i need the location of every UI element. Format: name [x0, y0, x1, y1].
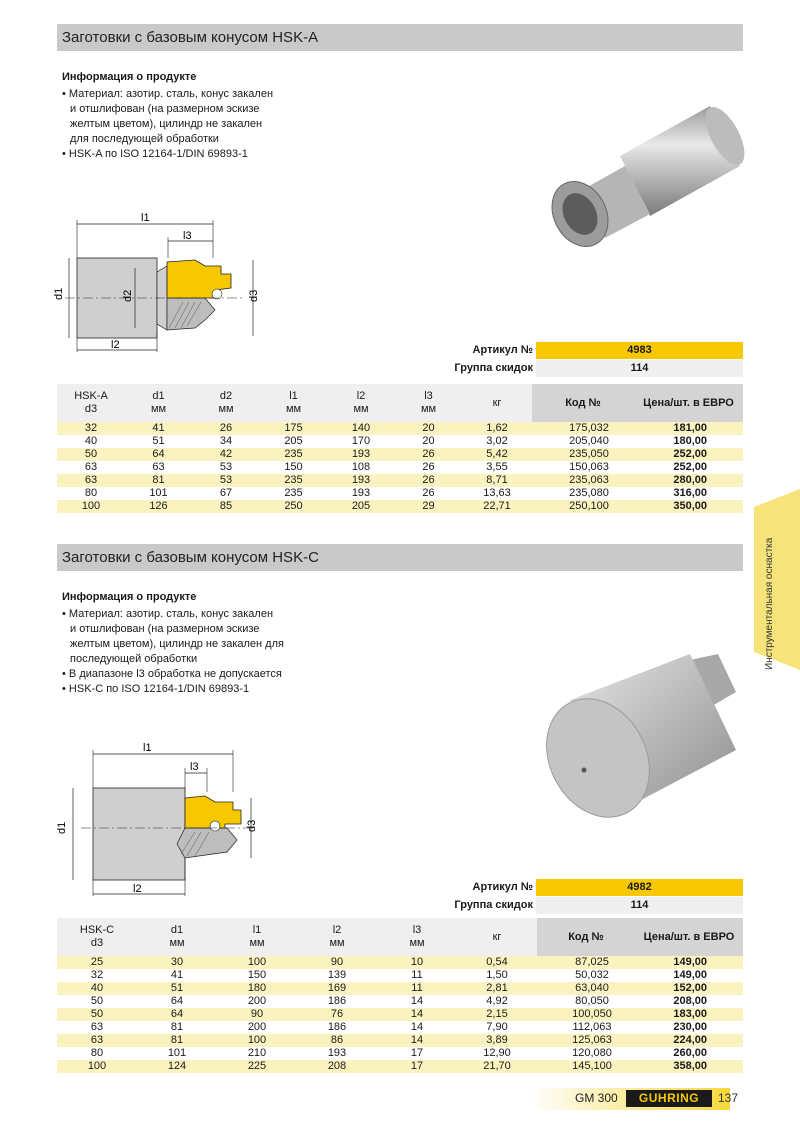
- table-cell: 64: [137, 1008, 217, 1021]
- info-line: • Материал: азотир. сталь, конус закален: [62, 88, 274, 100]
- table-cell: 125,063: [537, 1034, 635, 1047]
- product-photo-hsk-a: [540, 96, 750, 266]
- table-row: [57, 1034, 743, 1047]
- col-header: HSK-A d3: [57, 384, 125, 422]
- table-cell: 50: [57, 1008, 137, 1021]
- table-cell: 40: [84, 435, 98, 447]
- table-cell: 149,00: [673, 969, 707, 981]
- table-cell: 25: [57, 956, 137, 969]
- table-row: [57, 422, 743, 435]
- label-l1: l1: [141, 212, 150, 224]
- table-cell: 101: [149, 487, 168, 499]
- table-cell: 152,00: [635, 982, 743, 995]
- discount-row-hsk-c: [57, 897, 743, 914]
- info-line: • HSK-A по ISO 12164-1/DIN 69893-1: [62, 148, 248, 160]
- table-cell: 30: [137, 956, 217, 969]
- table-cell: 101: [167, 1047, 187, 1059]
- table-cell: 200: [247, 1021, 267, 1033]
- table-cell: 14: [410, 995, 424, 1007]
- info-line: • Материал: азотир. сталь, конус закален: [62, 608, 274, 620]
- table-row: [57, 995, 743, 1008]
- table-cell: 29: [395, 500, 462, 513]
- table-cell: 34: [219, 435, 233, 447]
- table-cell: 63: [90, 1021, 104, 1033]
- table-cell: 205: [284, 435, 303, 447]
- table-cell: 100: [217, 1034, 297, 1047]
- label-d3: d3: [248, 289, 260, 302]
- table-cell: 200: [247, 995, 267, 1007]
- table-cell: 3,89: [457, 1034, 537, 1047]
- technical-drawing-hsk-a: [55, 210, 285, 360]
- table-cell: 1,50: [486, 969, 508, 981]
- col-header: l2 мм: [297, 918, 377, 956]
- table-cell: 13,63: [483, 487, 511, 499]
- table-row: [57, 448, 743, 461]
- table-cell: 350,00: [634, 500, 743, 513]
- table-cell: 81: [137, 1034, 217, 1047]
- side-tab-shape: [754, 489, 800, 670]
- table-cell: 50: [90, 995, 104, 1007]
- table-cell: 14: [410, 1021, 424, 1033]
- discount-number: 114: [536, 360, 743, 377]
- table-cell: 108: [351, 461, 371, 473]
- table-cell: 17: [377, 1060, 457, 1073]
- table-cell: 250,100: [532, 500, 634, 513]
- col-header: l3 мм: [377, 918, 457, 956]
- col-header: d1 мм: [125, 384, 192, 422]
- table-cell: 230,00: [673, 1021, 707, 1033]
- table-cell: 124: [137, 1060, 217, 1073]
- table-cell: 8,71: [462, 474, 532, 487]
- table-cell: 11: [411, 969, 423, 981]
- table-cell: 17: [410, 1047, 424, 1059]
- col-header: кг: [462, 384, 532, 422]
- table-cell: 3,02: [486, 435, 508, 447]
- table-cell: 120,080: [572, 1047, 612, 1059]
- table-cell: 26: [395, 474, 462, 487]
- col-header: l1 мм: [260, 384, 327, 422]
- table-cell: 235,080: [569, 487, 609, 499]
- table-cell: 80: [84, 487, 98, 499]
- info-line: и отшлифован (на размерном эскизе: [70, 623, 260, 635]
- label-l1: l1: [143, 742, 152, 754]
- table-cell: 235: [284, 487, 303, 499]
- table-row: [57, 461, 743, 474]
- article-label: Артикул №: [472, 881, 533, 893]
- table-cell: 4,92: [486, 995, 508, 1007]
- table-cell: 51: [137, 982, 217, 995]
- table-cell: 63: [152, 461, 165, 473]
- table-cell: 26: [395, 448, 462, 461]
- col-header: Цена/шт. в ЕВРО: [634, 384, 743, 422]
- table-cell: 64: [125, 448, 192, 461]
- table-cell: 186: [327, 995, 347, 1007]
- label-d2: d2: [122, 289, 134, 302]
- col-header: Цена/шт. в ЕВРО: [635, 918, 743, 956]
- table-cell: 20: [422, 435, 435, 447]
- info-line: желтым цветом), цилиндр не закален для: [70, 638, 284, 650]
- article-row-hsk-c: [57, 879, 743, 896]
- table-cell: 22,71: [462, 500, 532, 513]
- table-cell: 150: [247, 969, 267, 981]
- table-cell: 150,063: [569, 461, 609, 473]
- table-cell: 63,040: [537, 982, 635, 995]
- table-cell: 63: [57, 1034, 137, 1047]
- label-l3: l3: [183, 230, 192, 242]
- info-heading: Информация о продукте: [62, 71, 197, 83]
- table-cell: 358,00: [635, 1060, 743, 1073]
- table-cell: 67: [219, 487, 233, 499]
- col-header: кг: [457, 918, 537, 956]
- col-header: HSK-C d3: [57, 918, 137, 956]
- table-cell: 10: [377, 956, 457, 969]
- col-header: d2 мм: [192, 384, 260, 422]
- table-cell: 193: [351, 487, 371, 499]
- table-cell: 50: [57, 448, 125, 461]
- table-cell: 100: [217, 956, 297, 969]
- table-row: [57, 487, 743, 500]
- table-row: [57, 1008, 743, 1021]
- table-cell: 90: [297, 956, 377, 969]
- col-header: l1 мм: [217, 918, 297, 956]
- table-cell: 32: [57, 422, 125, 435]
- table-cell: 87,025: [537, 956, 635, 969]
- table-cell: 63: [57, 474, 125, 487]
- info-line: • HSK-C по ISO 12164-1/DIN 69893-1: [62, 683, 250, 695]
- label-d3: d3: [246, 819, 258, 832]
- guhring-logo: GUHRING: [626, 1090, 712, 1107]
- info-line: желтым цветом), цилиндр не закален: [70, 118, 263, 130]
- table-cell: 63: [84, 461, 98, 473]
- table-cell: 86: [297, 1034, 377, 1047]
- table-cell: 260,00: [673, 1047, 707, 1059]
- discount-number: 114: [536, 897, 743, 914]
- article-label: Артикул №: [472, 344, 533, 356]
- table-cell: 280,00: [634, 474, 743, 487]
- product-info-hsk-c: [62, 590, 284, 697]
- info-heading: Информация о продукте: [62, 591, 197, 603]
- table-cell: 252,00: [634, 448, 743, 461]
- table-cell: 80: [90, 1047, 104, 1059]
- table-cell: 32: [90, 969, 104, 981]
- table-cell: 180,00: [673, 435, 707, 447]
- table-cell: 250: [260, 500, 327, 513]
- page-number: 137: [718, 1091, 739, 1105]
- table-cell: 183,00: [635, 1008, 743, 1021]
- table-cell: 175: [260, 422, 327, 435]
- col-header: d1 мм: [137, 918, 217, 956]
- info-line: последующей обработки: [70, 653, 198, 665]
- table-cell: 81: [170, 1021, 184, 1033]
- table-cell: 41: [170, 969, 184, 981]
- table-cell: 26: [422, 487, 435, 499]
- col-header: Код №: [537, 918, 635, 956]
- table-cell: 193: [327, 448, 395, 461]
- table-cell: 252,00: [673, 461, 707, 473]
- table-cell: 64: [170, 995, 184, 1007]
- table-cell: 180: [217, 982, 297, 995]
- hatched-section: [167, 298, 215, 330]
- article-number: 4983: [536, 342, 743, 359]
- table-cell: 145,100: [537, 1060, 635, 1073]
- table-cell: 175,032: [532, 422, 634, 435]
- table-cell: 169: [297, 982, 377, 995]
- table-cell: 40: [57, 982, 137, 995]
- table-row: [57, 500, 743, 513]
- table-cell: 112,063: [572, 1021, 612, 1033]
- table-cell: 100: [57, 1060, 137, 1073]
- side-tab-label: Инструментальная оснастка: [764, 537, 775, 670]
- table-cell: 316,00: [673, 487, 707, 499]
- cylinder-body: [93, 788, 185, 880]
- table-cell: 235,063: [532, 474, 634, 487]
- table-cell: 85: [192, 500, 260, 513]
- table-cell: 193: [327, 1047, 347, 1059]
- label-l2: l2: [111, 339, 120, 351]
- table-cell: 235,050: [532, 448, 634, 461]
- section-title-hsk-c: Заготовки с базовым конусом HSK-C: [57, 544, 743, 571]
- table-cell: 20: [395, 422, 462, 435]
- table-cell: 205: [327, 500, 395, 513]
- col-header: l2 мм: [327, 384, 395, 422]
- table-cell: 210: [247, 1047, 267, 1059]
- table-cell: 51: [152, 435, 165, 447]
- table-cell: 0,54: [457, 956, 537, 969]
- table-cell: 205,040: [569, 435, 609, 447]
- table-row: [57, 1060, 743, 1073]
- table-cell: 150: [284, 461, 303, 473]
- label-l3: l3: [190, 761, 199, 773]
- table-cell: 139: [327, 969, 347, 981]
- technical-drawing-hsk-c: [55, 740, 275, 900]
- table-row: [57, 1021, 743, 1034]
- table-cell: 100,050: [537, 1008, 635, 1021]
- section-title-hsk-a: Заготовки с базовым конусом HSK-A: [57, 24, 743, 51]
- table-cell: 208,00: [673, 995, 707, 1007]
- table-cell: 11: [377, 982, 457, 995]
- table-cell: 21,70: [457, 1060, 537, 1073]
- table-cell: 3,55: [486, 461, 508, 473]
- discount-row-hsk-a: [57, 360, 743, 377]
- table-cell: 225: [217, 1060, 297, 1073]
- label-d1: d1: [56, 821, 68, 834]
- catalog-code: GM 300: [575, 1091, 618, 1105]
- product-info-hsk-a: [62, 70, 273, 162]
- table-cell: 149,00: [635, 956, 743, 969]
- table-cell: 41: [125, 422, 192, 435]
- spec-table-hsk-c: [57, 918, 743, 1073]
- table-cell: 181,00: [634, 422, 743, 435]
- table-row: [57, 982, 743, 995]
- table-cell: 53: [192, 474, 260, 487]
- info-line: • В диапазоне l3 обработка не допускается: [62, 668, 282, 680]
- table-cell: 235: [260, 474, 327, 487]
- table-cell: 126: [125, 500, 192, 513]
- table-cell: 42: [192, 448, 260, 461]
- table-cell: 193: [327, 474, 395, 487]
- label-d1: d1: [53, 287, 65, 300]
- spec-table-hsk-a: [57, 384, 743, 513]
- hatched-section: [177, 828, 237, 858]
- info-line: для последующей обработки: [70, 133, 219, 145]
- info-line: и отшлифован (на размерном эскизе: [70, 103, 260, 115]
- table-cell: 26: [422, 461, 435, 473]
- table-cell: 80,050: [575, 995, 609, 1007]
- col-header: l3 мм: [395, 384, 462, 422]
- table-row: [57, 969, 743, 982]
- table-cell: 140: [327, 422, 395, 435]
- table-cell: 1,62: [462, 422, 532, 435]
- table-cell: 186: [327, 1021, 347, 1033]
- table-cell: 81: [125, 474, 192, 487]
- table-row: [57, 956, 743, 969]
- table-cell: 50,032: [575, 969, 609, 981]
- table-cell: 53: [219, 461, 233, 473]
- table-row: [57, 1047, 743, 1060]
- table-cell: 90: [217, 1008, 297, 1021]
- product-photo-hsk-c: [540, 640, 750, 830]
- table-cell: 76: [297, 1008, 377, 1021]
- table-cell: 2,15: [457, 1008, 537, 1021]
- table-cell: 208: [297, 1060, 377, 1073]
- table-cell: 14: [377, 1008, 457, 1021]
- table-cell: 170: [351, 435, 371, 447]
- col-header: Код №: [532, 384, 634, 422]
- table-cell: 5,42: [462, 448, 532, 461]
- table-cell: 235: [260, 448, 327, 461]
- table-cell: 26: [192, 422, 260, 435]
- table-cell: 12,90: [483, 1047, 511, 1059]
- table-cell: 2,81: [457, 982, 537, 995]
- discount-label: Группа скидок: [454, 362, 533, 374]
- table-row: [57, 435, 743, 448]
- label-l2: l2: [133, 883, 142, 895]
- discount-label: Группа скидок: [454, 899, 533, 911]
- table-cell: 14: [377, 1034, 457, 1047]
- article-row-hsk-a: [57, 342, 743, 359]
- table-cell: 7,90: [486, 1021, 508, 1033]
- article-number: 4982: [536, 879, 743, 896]
- table-cell: 100: [57, 500, 125, 513]
- table-cell: 224,00: [635, 1034, 743, 1047]
- table-row: [57, 474, 743, 487]
